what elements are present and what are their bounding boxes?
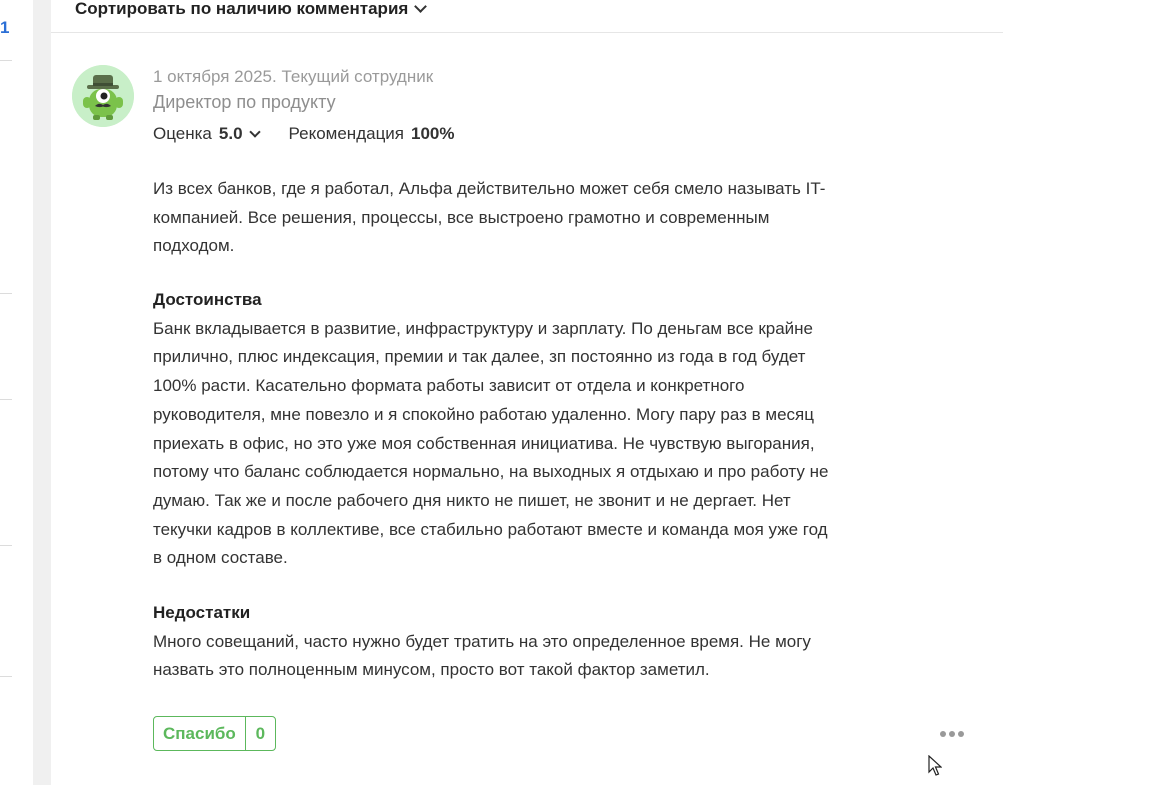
text-line: 100% расти. Касательно формата работы зависит от отдела и конкретного <box>153 376 745 396</box>
text-line: компанией. Все решения, процессы, все выстроено грамотно и современным <box>153 207 770 227</box>
reviewer-position: Директор по продукту <box>153 92 336 112</box>
rating-value: 5.0 <box>218 124 243 143</box>
review-cons <box>153 599 853 685</box>
text-line: Из всех банков, где я работал, Альфа действительно может себя смело называть IT- <box>153 179 826 198</box>
text-line: приехать в офис, но это уже моя собственная инициатива. Не чувствую выгорания, <box>153 433 815 453</box>
sidebar-count[interactable]: 1 <box>0 18 10 37</box>
divider <box>0 60 12 61</box>
ratings-row <box>153 124 455 144</box>
recommendation-label: Рекомендация <box>288 124 405 143</box>
sort-label: Сортировать по наличию комментария <box>75 0 409 18</box>
right-panel <box>1003 0 1156 785</box>
dot <box>958 731 964 737</box>
left-sidebar <box>0 0 33 785</box>
mouse-cursor-icon <box>928 755 942 777</box>
review-card <box>51 0 1003 785</box>
text-line: Банк вкладывается в развитие, инфраструктуру и зарплату. По деньгам все крайне <box>153 318 814 338</box>
thanks-count: 0 <box>255 723 266 743</box>
thanks-button[interactable]: Спасибо <box>154 717 246 750</box>
divider <box>0 545 12 546</box>
spy-monster-avatar-icon <box>72 65 134 127</box>
text-line: думаю. Так же и после рабочего дня никто не пишет, не звонит и не дергает. Нет <box>153 490 791 510</box>
recommendation-value: 100% <box>411 124 455 143</box>
avatar <box>72 65 134 127</box>
review-meta <box>153 66 433 115</box>
divider <box>0 676 12 677</box>
chevron-down-icon[interactable] <box>249 126 260 137</box>
rating-label: Оценка <box>153 124 212 143</box>
text-line: прилично, плюс индексация, премии и так далее, зп постоянно из года в год будет <box>153 347 806 367</box>
review-pros <box>153 286 853 573</box>
text-line: потому что баланс соблюдается нормально, на выходных я отдыхаю и про работу не <box>153 462 829 482</box>
text-line: Много совещаний, часто нужно будет тратить на это определенное время. Не могу <box>153 631 811 651</box>
text-line: руководителя, мне повезло и я спокойно работаю удаленно. Могу пару раз в месяц <box>153 404 814 424</box>
more-options-icon[interactable] <box>940 731 964 737</box>
dot <box>940 731 946 737</box>
text-line: текучки кадров в коллективе, все стабильно работают вместе и команда моя уже год <box>153 519 828 539</box>
review-intro <box>153 175 853 261</box>
text-line: в одном составе. <box>153 548 288 568</box>
chevron-down-icon <box>414 0 427 13</box>
sort-dropdown[interactable] <box>75 0 425 24</box>
review-date-status: 1 октября 2025. Текущий сотрудник <box>153 67 434 86</box>
text-line: подходом. <box>153 236 235 256</box>
thanks-button-group <box>153 716 276 751</box>
pros-title: Достоинства <box>153 290 262 309</box>
cons-title: Недостатки <box>153 603 251 622</box>
sort-bar <box>51 0 1003 33</box>
dot <box>949 731 955 737</box>
divider <box>0 399 12 400</box>
divider <box>0 293 12 294</box>
text-line: назвать это полноценным минусом, просто вот такой фактор заметил. <box>153 660 710 680</box>
